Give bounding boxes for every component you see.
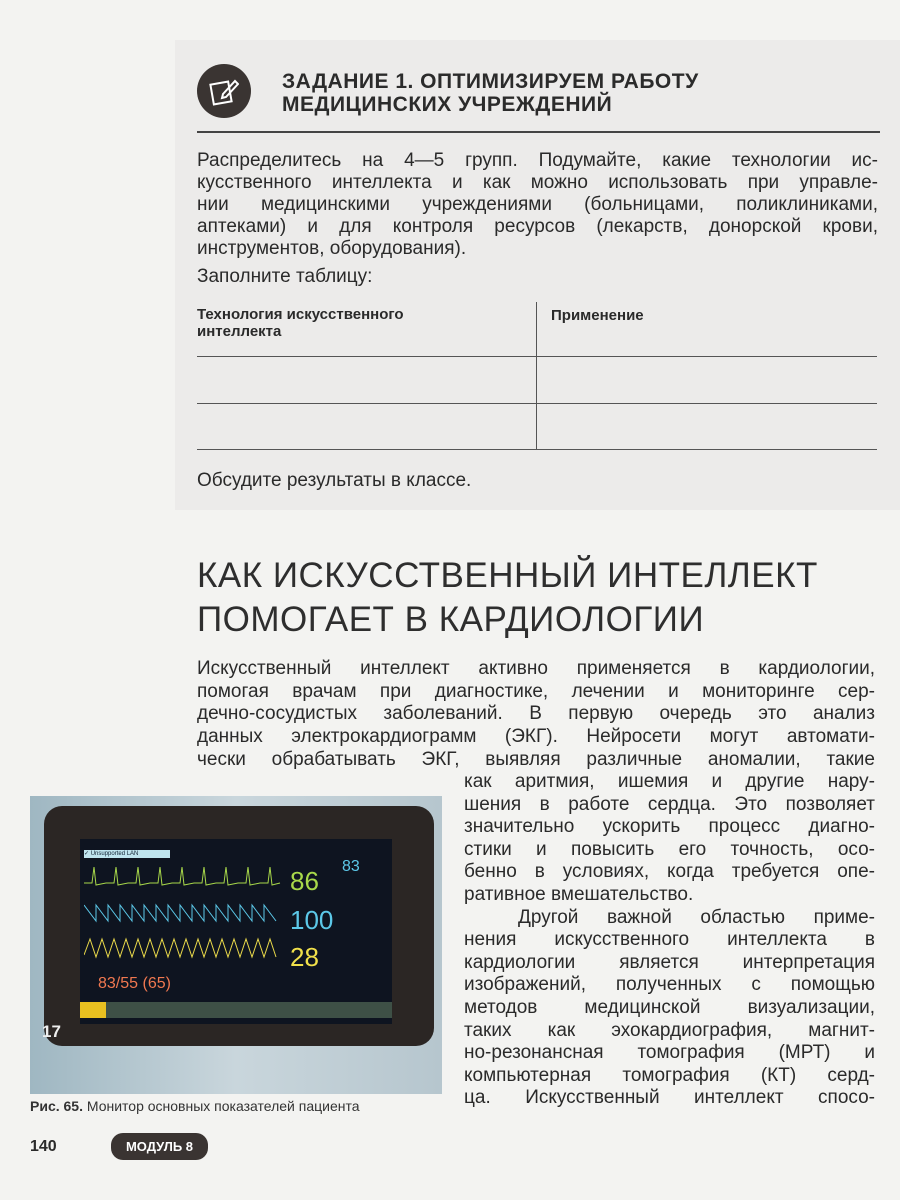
header-line: интеллекта bbox=[197, 323, 282, 340]
resp-wave bbox=[84, 939, 276, 957]
ecg-wave bbox=[84, 867, 280, 885]
waveforms bbox=[84, 861, 284, 971]
table-header-technology bbox=[197, 306, 404, 340]
discuss-text: Обсудите результаты в классе. bbox=[197, 470, 472, 491]
table-row-line bbox=[197, 403, 877, 404]
text-line: шения в работе сердца. Это позволяет bbox=[464, 793, 875, 815]
monitor-screen bbox=[80, 839, 392, 1024]
text-line: ративное вмешательство. bbox=[464, 884, 694, 905]
text-line: стики и повысить его точность, осо- bbox=[464, 838, 875, 860]
text-line: как аритмия, ишемия и другие нару- bbox=[464, 771, 875, 792]
text-line: компьютерная томография (КТ) серд- bbox=[464, 1064, 875, 1086]
text-line: значительно ускорить процесс диагно- bbox=[464, 816, 875, 838]
text-line: кардиологии является интерпретация bbox=[464, 951, 875, 973]
task-title-line: МЕДИЦИНСКИХ УЧРЕЖДЕНИЙ bbox=[282, 93, 613, 116]
task-title-line: ЗАДАНИЕ 1. ОПТИМИЗИРУЕМ РАБОТУ bbox=[282, 70, 699, 93]
alert-banner: ✓ Unsupported LAN bbox=[84, 850, 170, 858]
caption-text: Монитор основных показателей пациента bbox=[86, 1098, 360, 1114]
text-line: методов медицинской визуализации, bbox=[464, 997, 875, 1018]
text-line: кусственного интеллекта и как можно использовать при управле- bbox=[197, 172, 878, 193]
module-badge: МОДУЛЬ 8 bbox=[111, 1133, 208, 1160]
divider bbox=[197, 131, 880, 133]
text-line: дечно-сосудистых заболеваний. В первую очередь это анализ bbox=[197, 703, 875, 725]
text-line: инструментов, оборудования). bbox=[197, 238, 467, 259]
figure-caption bbox=[30, 1098, 360, 1114]
text-line: нения искусственного интеллекта в bbox=[464, 929, 875, 951]
text-line: чески обрабатывать ЭКГ, выявляя различные аномалии, такие bbox=[197, 748, 875, 770]
table-row-line bbox=[197, 356, 877, 357]
nibp-value: 83/55 (65) bbox=[98, 975, 171, 992]
text-line: ца. Искусственный интеллект спосо- bbox=[464, 1087, 875, 1109]
text-line: бенно в условиях, когда требуется опе- bbox=[464, 861, 875, 883]
text-line: нии медицинскими учреждениями (больницами, поликлиниками, bbox=[197, 194, 878, 215]
section-heading-line: ПОМОГАЕТ В КАРДИОЛОГИИ bbox=[197, 600, 705, 639]
task-title bbox=[282, 70, 699, 116]
text-line: аптеками) и для контроля ресурсов (лекарств, донорской крови, bbox=[197, 216, 878, 237]
monitor-softkey-bar bbox=[80, 1002, 392, 1018]
text-line: но-резонансная томография (МРТ) и bbox=[464, 1042, 875, 1064]
text-line: таких как эхокардиография, магнит- bbox=[464, 1019, 875, 1041]
patient-monitor-photo bbox=[30, 796, 442, 1094]
text-line: Искусственный интеллект активно применяется в кардиологии, bbox=[197, 658, 875, 679]
page-number: 140 bbox=[30, 1138, 57, 1155]
resp-rate-value: 28 bbox=[290, 942, 319, 972]
spo2-value: 100 bbox=[290, 905, 334, 935]
header-line: Технология искусственного bbox=[197, 306, 404, 323]
table-header-application: Применение bbox=[551, 307, 644, 324]
text-line: помогая врачам при диагностике, лечении и мониторинге сер- bbox=[197, 680, 875, 702]
heart-rate-value: 86 bbox=[290, 866, 319, 896]
pencil-note-icon bbox=[197, 64, 251, 118]
table-row-line bbox=[197, 449, 877, 450]
fill-table-label: Заполните таблицу: bbox=[197, 266, 373, 287]
text-line: изображений, полученных с помощью bbox=[464, 974, 875, 996]
pulse-value: 83 bbox=[342, 858, 360, 875]
text-line: Другой важной областью приме- bbox=[518, 906, 875, 928]
text-line: данных электрокардиограмм (ЭКГ). Нейросети могут автомати- bbox=[197, 726, 875, 748]
softkey-active bbox=[80, 1002, 106, 1018]
caption-label: Рис. 65. bbox=[30, 1098, 83, 1114]
pleth-wave bbox=[84, 905, 276, 921]
section-heading-line: КАК ИСКУССТВЕННЫЙ ИНТЕЛЛЕКТ bbox=[197, 556, 818, 595]
text-line: Распределитесь на 4—5 групп. Подумайте, какие технологии ис- bbox=[197, 150, 878, 171]
bed-number: 17 bbox=[42, 1022, 61, 1041]
table-column-line bbox=[536, 302, 537, 449]
